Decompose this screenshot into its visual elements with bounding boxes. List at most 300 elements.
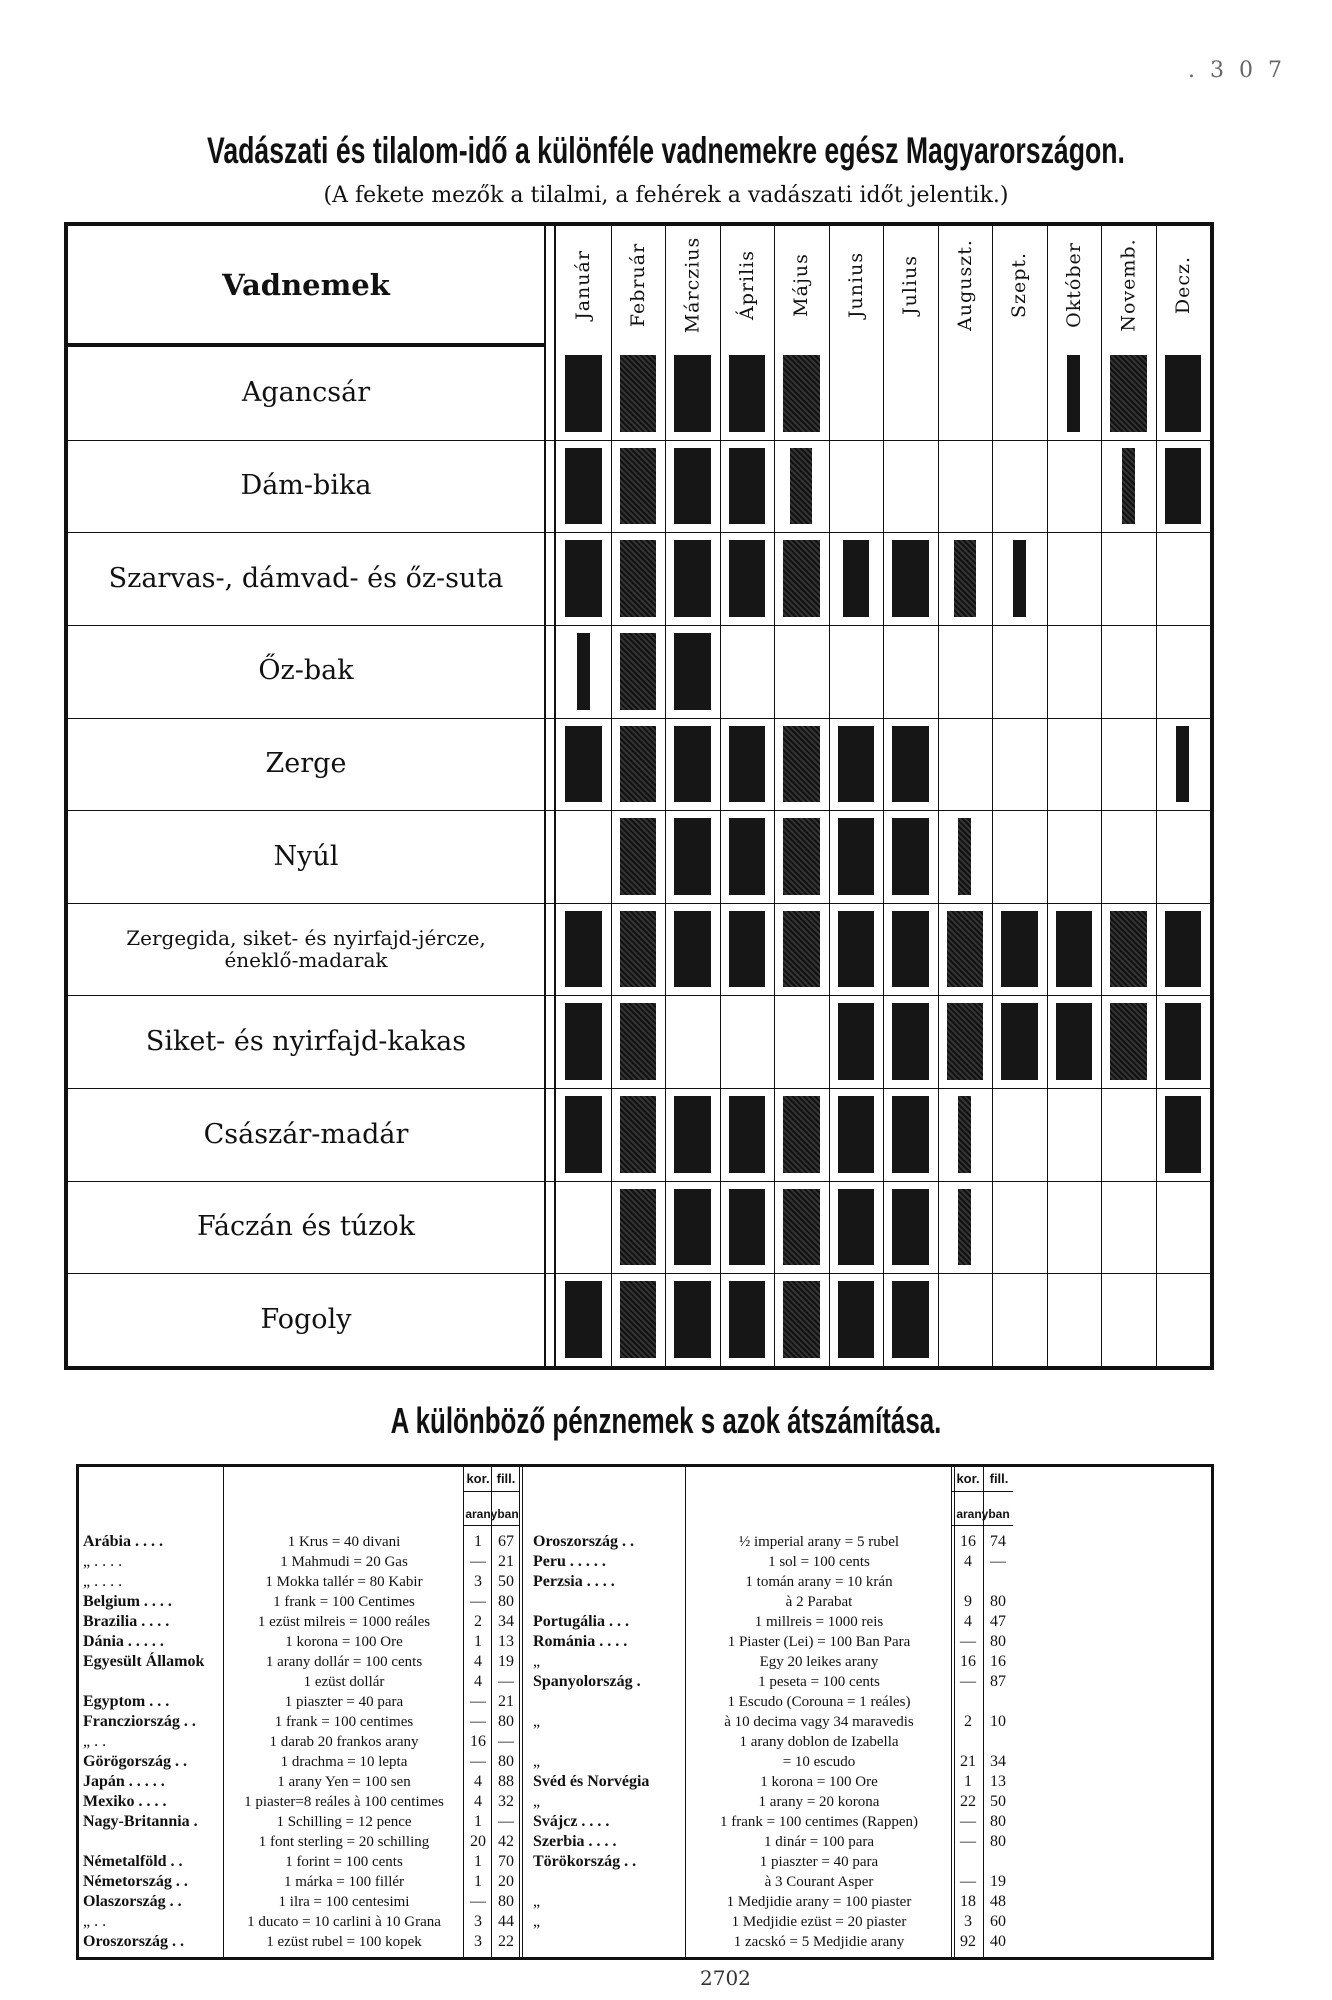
closed-season-block xyxy=(1067,355,1080,432)
closed-season-block xyxy=(620,355,657,432)
kor-value: 1 xyxy=(474,1533,482,1550)
kor-value: 4 xyxy=(474,1793,482,1810)
closed-season-block xyxy=(1056,1003,1093,1080)
closed-season-block xyxy=(1110,355,1147,432)
kor-value: — xyxy=(960,1633,976,1650)
currency-desc: 1 arany = 20 korona xyxy=(758,1794,880,1810)
fill-value: 34 xyxy=(498,1613,514,1630)
kor-value: 1 xyxy=(474,1873,482,1890)
country-name: Svéd és Norvégia xyxy=(533,1773,650,1790)
closed-season-block xyxy=(674,633,711,710)
species-label: Zergegida, siket- és nyirfajd-jércze, xyxy=(126,926,486,951)
closed-season-block xyxy=(892,818,929,895)
kor-value: 2 xyxy=(964,1713,972,1730)
kor-value: 3 xyxy=(474,1913,482,1930)
header-rule xyxy=(951,1525,1013,1526)
currency-desc: 1 dinár = 100 para xyxy=(763,1834,875,1850)
species-label: Nyúl xyxy=(273,840,339,872)
month-label: Decz. xyxy=(1171,255,1194,314)
fill-value: 19 xyxy=(990,1873,1006,1890)
closed-season-block xyxy=(843,540,869,617)
row-divider xyxy=(68,440,1210,441)
closed-season-block xyxy=(620,726,657,803)
country-name xyxy=(533,1933,683,1951)
month-divider xyxy=(883,226,884,1366)
month-divider xyxy=(720,226,721,1366)
species-label: Császár-madár xyxy=(203,1118,409,1150)
fill-value: 13 xyxy=(990,1773,1006,1790)
currency-desc: 1 ezüst dollár xyxy=(303,1674,385,1690)
country-name: Peru . . . . . xyxy=(533,1553,606,1570)
kor-value xyxy=(955,1573,981,1591)
kor-value: 92 xyxy=(960,1933,976,1950)
month-label: Január xyxy=(572,249,595,320)
country-name: Olaszország . . xyxy=(83,1893,182,1910)
closed-season-block xyxy=(783,355,820,432)
month-label: Május xyxy=(790,252,813,317)
currency-table xyxy=(76,1464,1214,1960)
month-label: Auguszt. xyxy=(953,238,976,331)
country-name xyxy=(533,1873,683,1891)
closed-season-block xyxy=(620,1281,657,1358)
kor-value: 22 xyxy=(960,1793,976,1810)
country-name: Svájcz . . . . xyxy=(533,1813,610,1830)
currency-desc: 1 peseta = 100 cents xyxy=(758,1674,880,1690)
fill-value: 80 xyxy=(498,1893,514,1910)
row-divider xyxy=(68,1088,1210,1089)
fill-value: 21 xyxy=(498,1693,514,1710)
kor-value: 18 xyxy=(960,1893,976,1910)
fill-value: 87 xyxy=(990,1673,1006,1690)
currency-desc: 1 Mahmudi = 20 Gas xyxy=(280,1554,408,1570)
col-line xyxy=(223,1467,224,1957)
fill-value: 74 xyxy=(990,1533,1006,1550)
month-header xyxy=(938,226,993,343)
currency-desc: 1 Mokka tallér = 80 Kabir xyxy=(265,1574,423,1590)
country-name: Törökország . . xyxy=(533,1853,637,1870)
currency-desc: 1 millreis = 1000 reis xyxy=(754,1614,884,1630)
currency-desc: 1 frank = 100 centimes xyxy=(274,1714,414,1730)
closed-season-block xyxy=(620,1189,657,1266)
fill-value: 50 xyxy=(990,1793,1006,1810)
closed-season-block xyxy=(729,911,766,988)
country-name: Mexiko . . . . xyxy=(83,1793,167,1810)
kor-value: — xyxy=(960,1873,976,1890)
country-name xyxy=(533,1733,683,1751)
closed-season-block xyxy=(783,911,820,988)
species-name xyxy=(68,903,544,996)
kor-value: — xyxy=(470,1713,486,1730)
currency-desc: 1 Medjidie arany = 100 piaster xyxy=(726,1894,912,1910)
fill-value xyxy=(983,1853,1013,1871)
closed-season-block xyxy=(783,818,820,895)
closed-season-block xyxy=(565,448,602,525)
kor-value: — xyxy=(960,1813,976,1830)
fill-value: 80 xyxy=(498,1753,514,1770)
closed-season-block xyxy=(1056,911,1093,988)
closed-season-block xyxy=(1001,911,1038,988)
month-divider xyxy=(611,226,612,1366)
country-name: „ xyxy=(533,1913,541,1930)
fill-value: 13 xyxy=(498,1633,514,1650)
row-divider xyxy=(68,718,1210,719)
month-header xyxy=(1047,226,1102,343)
species-label: Dám-bika xyxy=(240,470,372,502)
fill-value: — xyxy=(498,1813,514,1830)
kor-value: 4 xyxy=(474,1673,482,1690)
currency-desc: 1 piaszter = 40 para xyxy=(759,1854,879,1870)
species-label-line2: éneklő-madarak xyxy=(224,948,388,973)
species-name xyxy=(68,718,544,811)
kor-value: — xyxy=(960,1673,976,1690)
block-divider xyxy=(519,1467,523,1957)
closed-season-block xyxy=(838,726,875,803)
fill-value: 80 xyxy=(498,1713,514,1730)
currency-desc: 1 márka = 100 fillér xyxy=(283,1874,405,1890)
species-name xyxy=(68,1273,544,1366)
month-divider xyxy=(1047,226,1048,1366)
closed-season-block xyxy=(947,911,984,988)
closed-season-block xyxy=(892,726,929,803)
currency-desc: 1 ducato = 10 carlini à 10 Grana xyxy=(247,1914,441,1930)
closed-season-block xyxy=(729,1096,766,1173)
currency-desc: 1 Krus = 40 divani xyxy=(287,1534,401,1550)
month-label: Április xyxy=(735,249,758,320)
kor-value: 3 xyxy=(474,1573,482,1590)
month-header xyxy=(665,226,720,343)
closed-season-block xyxy=(565,1003,602,1080)
closed-season-block xyxy=(1110,1003,1147,1080)
currency-desc: 1 korona = 100 Ore xyxy=(760,1774,878,1790)
fill-value: 67 xyxy=(498,1533,514,1550)
month-header xyxy=(829,226,884,343)
species-name xyxy=(68,995,544,1088)
month-header xyxy=(1101,226,1156,343)
closed-season-block xyxy=(620,911,657,988)
country-name: Dánia . . . . . xyxy=(83,1633,164,1650)
fill-value: 80 xyxy=(990,1813,1006,1830)
fill-value: 32 xyxy=(498,1793,514,1810)
kor-value: 2 xyxy=(474,1613,482,1630)
closed-season-block xyxy=(892,911,929,988)
fill-value: 22 xyxy=(498,1933,514,1950)
kor-value: — xyxy=(470,1693,486,1710)
col-line xyxy=(685,1467,686,1957)
kor-header: kor. xyxy=(466,1471,490,1486)
country-name: „ . . . . xyxy=(83,1573,123,1590)
closed-season-block xyxy=(838,1096,875,1173)
country-name: „ . . xyxy=(83,1913,107,1930)
closed-season-block xyxy=(838,1281,875,1358)
species-name xyxy=(68,440,544,533)
kor-value: — xyxy=(470,1553,486,1570)
country-name xyxy=(83,1833,221,1851)
month-label: Február xyxy=(626,242,649,327)
closed-season-block xyxy=(892,1281,929,1358)
kor-value: 16 xyxy=(960,1653,976,1670)
currency-desc: 1 tomán arany = 10 krán xyxy=(745,1574,893,1590)
currency-desc: à 2 Parabat xyxy=(785,1594,853,1610)
month-divider xyxy=(1156,226,1157,1366)
closed-season-block xyxy=(947,1003,984,1080)
country-name xyxy=(83,1673,221,1691)
currency-desc: 1 sol = 100 cents xyxy=(768,1554,870,1570)
fill-value: 80 xyxy=(498,1593,514,1610)
column-divider xyxy=(544,226,556,1366)
fill-value: 42 xyxy=(498,1833,514,1850)
kor-value xyxy=(955,1693,981,1711)
country-name: „ . . xyxy=(83,1733,107,1750)
fill-value: 40 xyxy=(990,1933,1006,1950)
month-header xyxy=(774,226,829,343)
species-name xyxy=(68,625,544,718)
kor-value: 1 xyxy=(474,1813,482,1830)
kor-value: 3 xyxy=(964,1913,972,1930)
closed-season-block xyxy=(674,355,711,432)
closed-season-block xyxy=(565,1281,602,1358)
fill-value: 19 xyxy=(498,1653,514,1670)
species-label: Fáczán és túzok xyxy=(197,1211,415,1243)
currency-desc: 1 Medjidie ezüst = 20 piaster xyxy=(731,1914,907,1930)
row-divider xyxy=(68,532,1210,533)
hunting-subtitle: (A fekete mezők a tilalmi, a fehérek a vadászati időt jelentik.) xyxy=(323,183,1009,208)
currency-desc: 1 ezüst rubel = 100 kopek xyxy=(266,1934,422,1950)
country-name: Portugália . . . xyxy=(533,1613,629,1630)
kor-value: 4 xyxy=(474,1773,482,1790)
fill-value xyxy=(983,1733,1013,1751)
closed-season-block xyxy=(954,540,976,617)
kor-value: — xyxy=(470,1893,486,1910)
country-name: Németország . . xyxy=(83,1873,188,1890)
country-name: Egyptom . . . xyxy=(83,1693,170,1710)
country-name: „ xyxy=(533,1653,541,1670)
currency-desc: 1 Piaster (Lei) = 100 Ban Para xyxy=(727,1634,911,1650)
country-name: „ . . . . xyxy=(83,1553,123,1570)
country-name: Görögország . . xyxy=(83,1753,187,1770)
header-rule xyxy=(463,1491,519,1492)
hunting-season-table xyxy=(64,222,1214,1370)
col-line xyxy=(491,1467,492,1957)
species-name xyxy=(68,1088,544,1181)
closed-season-block xyxy=(1001,1003,1038,1080)
fill-value: — xyxy=(498,1673,514,1690)
species-label: Siket- és nyirfajd-kakas xyxy=(145,1025,467,1057)
month-divider xyxy=(774,226,775,1366)
closed-season-block xyxy=(1176,726,1189,803)
fill-header: fill. xyxy=(989,1471,1009,1486)
closed-season-block xyxy=(838,1003,875,1080)
kor-value xyxy=(955,1853,981,1871)
country-name: Egyesült Államok xyxy=(83,1653,205,1670)
fill-value: 50 xyxy=(498,1573,514,1590)
currency-desc: 1 piaszter = 40 para xyxy=(284,1694,404,1710)
closed-season-block xyxy=(674,540,711,617)
month-divider xyxy=(665,226,666,1366)
closed-season-block xyxy=(620,448,657,525)
closed-season-block xyxy=(620,1096,657,1173)
row-divider xyxy=(68,1273,1210,1274)
closed-season-block xyxy=(729,726,766,803)
country-name: Németalföld . . xyxy=(83,1853,183,1870)
fill-value: 80 xyxy=(990,1593,1006,1610)
closed-season-block xyxy=(674,1281,711,1358)
fill-value: — xyxy=(498,1733,514,1750)
closed-season-block xyxy=(838,911,875,988)
row-divider xyxy=(68,903,1210,904)
kor-value: 16 xyxy=(470,1733,486,1750)
closed-season-block xyxy=(620,540,657,617)
hunting-title: Vadászati és tilalom-idő a különféle vadnemekre egész Magyarországon. xyxy=(207,130,1125,171)
closed-season-block xyxy=(783,726,820,803)
closed-season-block xyxy=(729,540,766,617)
closed-season-block xyxy=(565,726,602,803)
fill-value: 20 xyxy=(498,1873,514,1890)
currency-desc: 1 arany dollár = 100 cents xyxy=(265,1654,423,1670)
kor-value: — xyxy=(470,1753,486,1770)
kor-value xyxy=(955,1733,981,1751)
fill-value: 16 xyxy=(990,1653,1006,1670)
country-name: Szerbia . . . . xyxy=(533,1833,617,1850)
aranyban-header: aranyban xyxy=(956,1507,1010,1521)
currency-desc: 1 frank = 100 Centimes xyxy=(273,1594,415,1610)
closed-season-block xyxy=(892,1003,929,1080)
country-name: Románia . . . . xyxy=(533,1633,628,1650)
closed-season-block xyxy=(958,1189,971,1266)
currency-desc: 1 ezüst milreis = 1000 reáles xyxy=(257,1614,431,1630)
species-label: Szarvas-, dámvad- és őz-suta xyxy=(108,562,504,594)
species-label: Fogoly xyxy=(260,1303,352,1335)
row-divider xyxy=(68,625,1210,626)
fill-value: — xyxy=(990,1553,1006,1570)
closed-season-block xyxy=(1165,911,1202,988)
kor-value: 1 xyxy=(964,1773,972,1790)
month-header xyxy=(883,226,938,343)
closed-season-block xyxy=(674,1189,711,1266)
kor-value: 4 xyxy=(964,1553,972,1570)
species-label: Őz-bak xyxy=(258,655,354,687)
fill-value xyxy=(983,1573,1013,1591)
fill-value: 48 xyxy=(990,1893,1006,1910)
closed-season-block xyxy=(729,1281,766,1358)
closed-season-block xyxy=(620,633,657,710)
month-label: Novemb. xyxy=(1117,237,1140,332)
fill-value: 44 xyxy=(498,1913,514,1930)
species-name xyxy=(68,810,544,903)
closed-season-block xyxy=(783,1281,820,1358)
country-name: Oroszország . . xyxy=(83,1933,185,1950)
country-name: Belgium . . . . xyxy=(83,1593,172,1610)
closed-season-block xyxy=(838,1189,875,1266)
closed-season-block xyxy=(783,540,820,617)
country-name xyxy=(533,1693,683,1711)
library-stamp: 2702 xyxy=(700,1966,751,1990)
month-header xyxy=(720,226,775,343)
fill-value: 10 xyxy=(990,1713,1006,1730)
fill-header: fill. xyxy=(496,1471,516,1486)
country-name xyxy=(533,1593,683,1611)
closed-season-block xyxy=(674,726,711,803)
kor-value: 9 xyxy=(964,1593,972,1610)
corner-mark: . 3 0 7 xyxy=(1188,58,1286,83)
closed-season-block xyxy=(892,1189,929,1266)
kor-value: 4 xyxy=(964,1613,972,1630)
closed-season-block xyxy=(1165,1096,1202,1173)
country-name: Oroszország . . xyxy=(533,1533,635,1550)
closed-season-block xyxy=(674,448,711,525)
fill-value: 47 xyxy=(990,1613,1006,1630)
closed-season-block xyxy=(729,1189,766,1266)
closed-season-block xyxy=(1122,448,1135,525)
month-divider xyxy=(992,226,993,1366)
country-name: Brazilia . . . . xyxy=(83,1613,170,1630)
country-name: Nagy-Britannia . xyxy=(83,1813,198,1830)
country-name: Spanyolország . xyxy=(533,1673,641,1690)
month-header xyxy=(1156,226,1211,343)
closed-season-block xyxy=(1165,1003,1202,1080)
closed-season-block xyxy=(1165,355,1202,432)
row-divider xyxy=(68,995,1210,996)
month-divider xyxy=(938,226,939,1366)
closed-season-block xyxy=(783,1096,820,1173)
fill-value: 34 xyxy=(990,1753,1006,1770)
month-label: Julius xyxy=(899,254,922,315)
currency-desc: Egy 20 leikes arany xyxy=(759,1654,879,1670)
currency-desc: 1 darab 20 frankos arany xyxy=(269,1734,419,1750)
closed-season-block xyxy=(729,818,766,895)
kor-header: kor. xyxy=(956,1471,980,1486)
closed-season-block xyxy=(674,1096,711,1173)
kor-value: — xyxy=(470,1593,486,1610)
fill-value: 70 xyxy=(498,1853,514,1870)
closed-season-block xyxy=(790,448,812,525)
col-line xyxy=(463,1467,464,1957)
money-title: A különböző pénznemek s azok átszámítása. xyxy=(390,1400,942,1441)
currency-desc: 1 arany Yen = 100 sen xyxy=(277,1774,411,1790)
kor-value: 4 xyxy=(474,1653,482,1670)
month-header xyxy=(992,226,1047,343)
kor-value: 3 xyxy=(474,1933,482,1950)
country-name: Japán . . . . . xyxy=(83,1773,165,1790)
header-rule xyxy=(463,1525,519,1526)
closed-season-block xyxy=(577,633,590,710)
closed-season-block xyxy=(729,355,766,432)
closed-season-block xyxy=(892,540,929,617)
fill-value: 60 xyxy=(990,1913,1006,1930)
currency-desc: à 3 Courant Asper xyxy=(764,1874,874,1890)
currency-desc: 1 korona = 100 Ore xyxy=(285,1634,403,1650)
currency-desc: 1 zacskó = 5 Medjidie arany xyxy=(733,1934,905,1950)
month-label: Október xyxy=(1062,241,1085,328)
month-divider xyxy=(829,226,830,1366)
currency-desc: à 10 decima vagy 34 maravedis xyxy=(724,1714,914,1730)
currency-desc: 1 font sterling = 20 schilling xyxy=(258,1834,430,1850)
month-label: Junius xyxy=(844,251,867,318)
fill-value: 80 xyxy=(990,1633,1006,1650)
closed-season-block xyxy=(565,1096,602,1173)
country-name: „ xyxy=(533,1893,541,1910)
currency-desc: ½ imperial arany = 5 rubel xyxy=(738,1534,900,1550)
closed-season-block xyxy=(838,818,875,895)
currency-desc: = 10 escudo xyxy=(782,1754,856,1770)
month-divider xyxy=(1101,226,1102,1366)
kor-value: 1 xyxy=(474,1853,482,1870)
month-label: Márczius xyxy=(681,236,704,333)
month-header xyxy=(611,226,666,343)
closed-season-block xyxy=(958,818,971,895)
header-rule xyxy=(951,1491,1013,1492)
closed-season-block xyxy=(565,355,602,432)
species-label: Agancsár xyxy=(241,377,371,409)
